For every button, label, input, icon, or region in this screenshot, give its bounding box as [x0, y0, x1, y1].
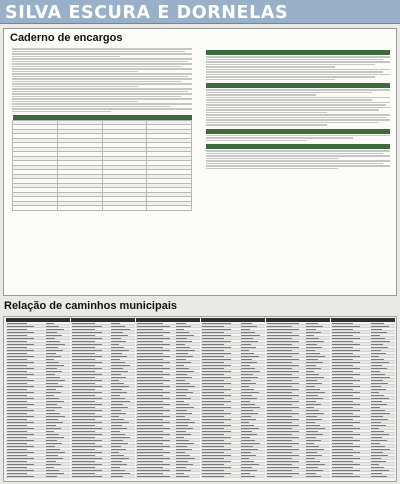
- text-line: [206, 64, 375, 66]
- document-title: Caderno de encargos: [10, 32, 123, 44]
- listing-column: [6, 318, 70, 481]
- text-line: [206, 107, 390, 109]
- text-line: [206, 97, 390, 99]
- table-row: [266, 475, 330, 478]
- text-line: [206, 69, 390, 71]
- text-line: [206, 112, 327, 114]
- table-row: [136, 475, 200, 478]
- text-line: [206, 99, 372, 101]
- document-right-column: [206, 47, 390, 170]
- text-line: [12, 68, 192, 70]
- text-line: [12, 78, 192, 80]
- text-line: [206, 158, 338, 160]
- newspaper-header: [0, 0, 400, 24]
- text-line: [206, 165, 390, 167]
- table-header-band: [206, 144, 390, 149]
- text-line: [12, 101, 138, 103]
- text-line: [206, 109, 379, 111]
- road-listing-table: [3, 316, 397, 482]
- text-line: [206, 168, 338, 170]
- text-line: [206, 104, 386, 106]
- text-line: [206, 155, 390, 157]
- text-line: [12, 86, 138, 88]
- text-line: [12, 58, 192, 60]
- text-line: [206, 66, 335, 68]
- text-line: [12, 48, 192, 50]
- text-line: [12, 93, 192, 95]
- text-line: [206, 59, 383, 61]
- table-row: [6, 475, 70, 478]
- text-line: [206, 79, 335, 81]
- text-line: [206, 150, 390, 152]
- data-table: [12, 115, 192, 211]
- table-row: [331, 475, 395, 478]
- text-line: [12, 91, 188, 93]
- text-line: [12, 53, 192, 55]
- listing-column: [331, 318, 395, 481]
- text-line: [206, 92, 372, 94]
- text-line: [206, 119, 390, 121]
- text-line: [206, 61, 390, 63]
- text-line: [12, 111, 111, 113]
- text-line: [12, 73, 192, 75]
- listing-column: [71, 318, 135, 481]
- listing-column: [266, 318, 330, 481]
- text-line: [206, 124, 327, 126]
- listing-column: [136, 318, 200, 481]
- text-line: [206, 74, 390, 76]
- section-title: Relação de caminhos municipais: [4, 300, 178, 312]
- text-line: [12, 81, 181, 83]
- text-line: [12, 61, 188, 63]
- table-header-band: [206, 129, 390, 134]
- text-line: [206, 114, 390, 116]
- table-header-band: [206, 50, 390, 55]
- table-header-band: [206, 83, 390, 88]
- text-line: [206, 153, 383, 155]
- text-line: [206, 135, 390, 137]
- text-line: [206, 71, 383, 73]
- text-line: [12, 96, 181, 98]
- text-line: [206, 102, 390, 104]
- text-line: [12, 71, 138, 73]
- listing-column: [201, 318, 265, 481]
- text-line: [12, 108, 192, 110]
- text-line: [206, 117, 386, 119]
- text-line: [206, 137, 353, 139]
- text-line: [206, 94, 316, 96]
- document-panel: [3, 28, 397, 296]
- table-row: [201, 475, 265, 478]
- text-line: [206, 89, 390, 91]
- page-title: SILVA ESCURA E DORNELAS: [5, 3, 289, 23]
- text-line: [12, 106, 170, 108]
- text-line: [12, 76, 188, 78]
- document-left-column: [12, 47, 192, 214]
- text-line: [12, 63, 192, 65]
- table-row: [13, 206, 192, 211]
- text-line: [12, 66, 181, 68]
- text-line: [12, 51, 185, 53]
- text-line: [206, 76, 375, 78]
- text-line: [12, 103, 192, 105]
- text-line: [12, 98, 192, 100]
- text-line: [12, 88, 192, 90]
- text-line: [12, 83, 192, 85]
- table-row: [71, 475, 135, 478]
- text-line: [206, 163, 383, 165]
- text-line: [206, 160, 390, 162]
- text-line: [206, 56, 390, 58]
- text-line: [12, 56, 120, 58]
- text-line: [206, 122, 379, 124]
- text-line: [206, 140, 307, 142]
